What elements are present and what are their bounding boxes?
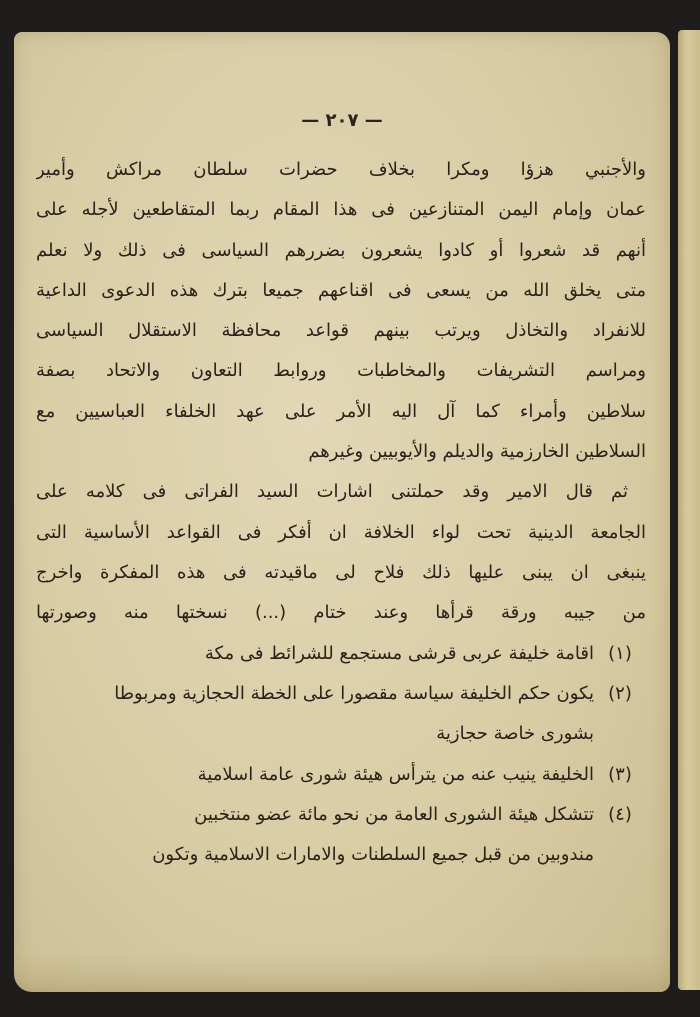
list-item-text: اقامة خليفة عربى قرشى مستجمع للشرائط فى مكة — [204, 642, 594, 664]
text-line: أنهم قد شعروا أو كادوا يشعرون بضررهم السياسى فى ذلك ولا نعلم — [36, 239, 646, 261]
text-line: سلاطين وأمراء كما آل اليه الأمر على عهد الخلفاء العباسيين مع — [36, 400, 646, 422]
text-line: الجامعة الدينية تحت لواء الخلافة ان أفكر فى القواعد الأساسية التى — [36, 521, 646, 543]
text-line: متى يخلق الله من يسعى فى اقناعهم جميعا بترك هذه الدعوى الداعية — [36, 279, 646, 301]
page-body — [36, 150, 646, 875]
list-item-text: تتشكل هيئة الشورى العامة من نحو مائة عضو منتخبين — [194, 803, 594, 825]
text-line: عمان وإمام اليمن المتنازعين فى هذا المقام ربما المتقاطعين لأجله على — [36, 199, 646, 221]
list-item — [36, 634, 646, 674]
text-line: والأجنبي هزؤا ومكرا بخلاف حضرات سلطان مراكش وأمير — [36, 159, 646, 180]
page-number: — ٢٠٧ — — [301, 110, 383, 131]
list-item-continuation: بشورى خاصة حجازية — [436, 723, 594, 745]
list-item — [36, 674, 646, 714]
text-line: ينبغى ان يبنى عليها ذلك فلاح لى ماقيدته فى هذه المفكرة واخرج — [36, 561, 646, 583]
adjacent-page-edge — [678, 30, 700, 990]
list-item-continuation: مندوبين من قبل جميع السلطنات والامارات الاسلامية وتكون — [152, 844, 594, 866]
list-item-number: (١) — [608, 642, 632, 664]
text-line: ثم قال الامير وقد حملتنى اشارات السيد الفراتى فى كلامه على — [36, 481, 628, 503]
book-page — [14, 32, 670, 992]
list-item-text: يكون حكم الخليفة سياسة مقصورا على الخطة الحجازية ومربوطا — [114, 683, 594, 704]
text-line: من جيبه ورقة قرأها وعند ختام (...) نسختها منه وصورتها — [36, 602, 646, 624]
list-item-number: (٣) — [608, 763, 632, 785]
list-item-text: الخليفة ينيب عنه من يترأس هيئة شورى عامة اسلامية — [197, 763, 594, 785]
list-item — [36, 754, 646, 794]
list-item-number: (٢) — [608, 683, 632, 704]
paragraph-1 — [36, 150, 646, 472]
list-item — [36, 795, 646, 835]
list-item-number: (٤) — [608, 803, 632, 825]
text-line: السلاطين الخارزمية والديلم والأيوبيين وغيرهم — [308, 441, 646, 463]
numbered-list — [36, 634, 646, 876]
paragraph-2 — [36, 472, 646, 633]
text-line: للانفراد والتخاذل ويرتب بينهم قواعد محافظة الاستقلال السياسى — [36, 320, 646, 342]
text-line: ومراسم التشريفات والمخاطبات وروابط التعاون والاتحاد بصفة — [36, 360, 646, 382]
